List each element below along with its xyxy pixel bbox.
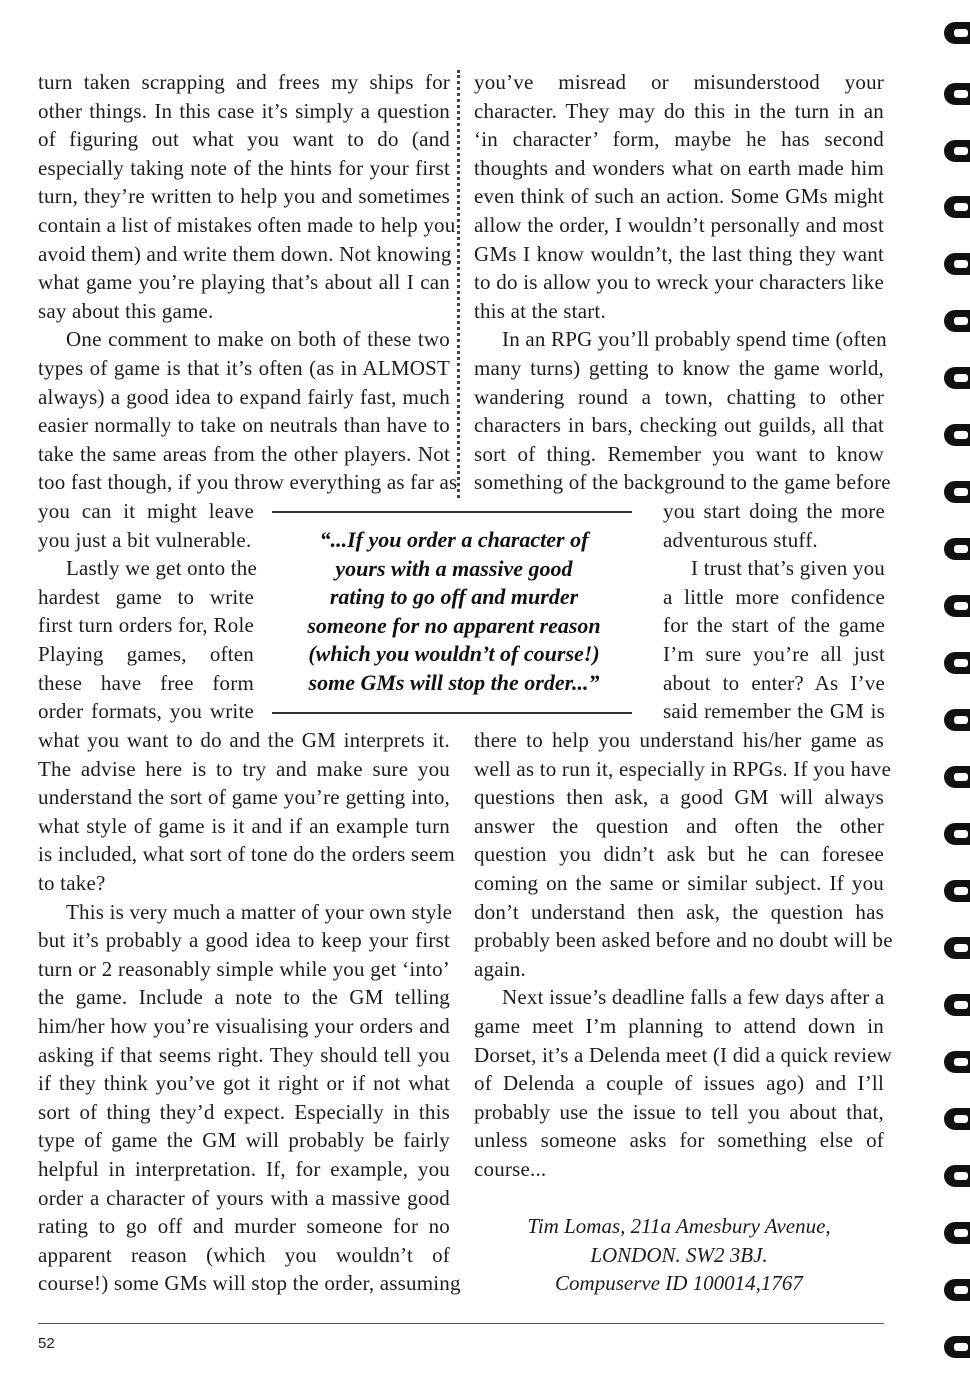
text-line: but it’s probably a good idea to keep your first [38,928,450,953]
footer-rule [38,1323,884,1324]
text-line: you start doing the more [663,499,885,523]
text-line: allow the order, I wouldn’t personally and most [474,213,884,237]
text-line: what style of game is it and if an example turn [38,813,450,838]
text-line: you’ve misread or misunderstood your [474,70,884,94]
text-line: coming on the same or similar subject. If you [474,871,884,895]
text-line: type of game the GM will probably be fairly [38,1128,450,1153]
text-line: turn, they’re written to help you and sometimes [38,184,450,209]
text-line: order a character of yours with a massive good [38,1185,450,1210]
text-line: too fast though, if you throw everything as far as [38,470,458,495]
binding-hole [944,937,970,959]
binding-hole [944,880,970,902]
paragraph-start-line: Lastly we get onto the [66,556,258,581]
binding-hole [944,310,970,332]
text-line: avoid them) and write them down. Not knowing [38,241,452,266]
text-line: GMs I know wouldn’t, the last thing they want [474,241,884,266]
text-line: characters in bars, checking out guilds, all that [474,413,884,438]
binding-hole [944,994,970,1016]
text-line: hardest game to write [38,584,254,609]
text-line: unless someone asks for something else of [474,1128,884,1153]
text-line: what you want to do and the GM interprets it. [38,728,450,752]
text-line: again. [474,956,526,981]
paragraph-start-line: I trust that’s given you [691,556,885,581]
text-line: rating to go off and murder someone for no [38,1214,450,1239]
text-line: sort of thing. Remember you want to know [474,441,884,466]
text-line: said remember the GM is [663,699,885,724]
binding-hole [944,1336,970,1358]
binding-hole [944,1051,970,1073]
text-line: probably been asked before and no doubt will be [474,928,893,953]
binding-hole [944,1165,970,1187]
binding-hole [944,1279,970,1301]
column-separator-dots [457,70,460,498]
text-line: what game you’re playing that’s about all I can [38,270,450,295]
text-line: of figuring out what you want to do (and [38,127,450,152]
text-line: questions then ask, a good GM will always [474,785,884,810]
binding-hole [944,481,970,503]
signature-name-line: Tim Lomas, 211a Amesbury Avenue, [527,1214,831,1238]
text-line: many turns) getting to know the game world, [474,356,884,380]
binding-hole [944,140,970,162]
text-line: always) a good idea to expand fairly fast, much [38,384,450,409]
text-line: sort of thing they’d expect. Especially in this [38,1099,450,1124]
text-line: order formats, you write [38,699,254,724]
text-line: answer the question and often the other [474,813,884,838]
text-line: wandering round a town, chatting to other [474,384,884,409]
text-line: don’t understand then ask, the question has [474,899,884,924]
text-line: understand the sort of game you’re getting into, [38,785,450,810]
binding-hole [944,367,970,389]
binding-hole [944,652,970,674]
text-line: probably use the issue to tell you about that, [474,1099,884,1124]
binding-hole [944,83,970,105]
binding-hole [944,766,970,788]
pull-quote-bottom-rule [272,712,632,714]
binding-hole [944,823,970,845]
text-line: character. They may do this in the turn in an [474,98,884,123]
binding-hole [944,1108,970,1130]
pull-quote-line: yours with a massive good [335,555,573,581]
signature-city-line: LONDON. SW2 3BJ. [590,1242,768,1267]
text-line: thoughts and wonders what on earth made him [474,155,884,180]
text-line: Playing games, often [38,642,254,666]
text-line: take the same areas from the other players. Not [38,441,450,466]
pull-quote-line: someone for no apparent reason [307,612,601,638]
page-number: 52 [38,1335,55,1352]
text-line: helpful in interpretation. If, for example, you [38,1157,450,1181]
text-line: types of game is that it’s often (as in ALMOST [38,356,450,380]
binding-hole [944,1222,970,1244]
text-line: first turn orders for, Role [38,613,254,638]
text-line: course!) some GMs will stop the order, assuming [38,1271,461,1296]
text-line: question you didn’t ask but he can foresee [474,842,884,867]
text-line: asking if that seems right. They should tell you [38,1042,450,1067]
pull-quote-top-rule [272,511,632,513]
pull-quote-line: some GMs will stop the order...” [308,670,600,695]
pull-quote-line: rating to go off and murder [329,584,579,610]
pull-quote-line: “...If you order a character of [319,527,589,552]
text-line: turn taken scrapping and frees my ships for [38,70,450,94]
binding-hole [944,253,970,275]
binding-hole [944,538,970,560]
text-line: even think of such an action. Some GMs might [474,184,884,209]
text-line: adventurous stuff. [663,527,818,552]
binding-hole [944,22,970,44]
text-line: especially taking note of the hints for your first [38,155,450,180]
text-line: easier normally to take on neutrals than have to [38,413,450,438]
text-line: game meet I’m planning to attend down in [474,1014,884,1038]
text-line: say about this game. [38,298,214,323]
paragraph-start-line: Next issue’s deadline falls a few days after a [502,985,885,1010]
binding-hole [944,595,970,617]
text-line: ‘in character’ form, maybe he has second [474,127,884,152]
text-line: to do is allow you to wreck your characters like [474,270,884,295]
text-line: you just a bit vulnerable. [38,527,252,552]
text-line: this at the start. [474,298,606,323]
text-line: there to help you understand his/her game as [474,728,884,752]
pull-quote-line: (which you wouldn’t of course!) [308,641,600,667]
text-line: of Delenda a couple of issues ago) and I’ll [474,1071,884,1096]
text-line: course... [474,1157,547,1181]
text-line: contain a list of mistakes often made to help you [38,213,456,237]
text-line: is included, what sort of tone do the orders seem [38,842,455,867]
text-line: something of the background to the game before [474,470,891,495]
text-line: for the start of the game [663,613,885,638]
paragraph-start-line: In an RPG you’ll probably spend time (often [502,327,887,352]
text-line: the game. Include a note to the GM telling [38,985,450,1010]
text-line: you can it might leave [38,499,254,523]
text-line: a little more confidence [663,584,885,609]
text-line: him/her how you’re visualising your orders and [38,1014,450,1038]
binding-hole [944,709,970,731]
binding-hole [944,196,970,218]
text-line: if they think you’ve got it right or if not what [38,1071,450,1096]
paragraph-start-line: This is very much a matter of your own style [66,899,453,924]
text-line: apparent reason (which you wouldn’t of [38,1242,450,1267]
binding-hole [944,424,970,446]
text-line: other things. In this case it’s simply a question [38,98,450,123]
text-line: turn or 2 reasonably simple while you get ‘into’ [38,956,450,981]
text-line: to take? [38,871,106,895]
signature-compuserve-line: Compuserve ID 100014,1767 [555,1271,803,1296]
text-line: I’m sure you’re all just [663,642,885,666]
spiral-binding [940,0,970,1375]
text-line: Dorset, it’s a Delenda meet (I did a quick review [474,1042,892,1067]
text-line: these have free form [38,670,254,695]
text-line: about to enter? As I’ve [663,670,885,695]
text-line: The advise here is to try and make sure you [38,756,450,781]
text-line: well as to run it, especially in RPGs. If you have [474,756,892,781]
paragraph-start-line: One comment to make on both of these two [66,327,450,352]
